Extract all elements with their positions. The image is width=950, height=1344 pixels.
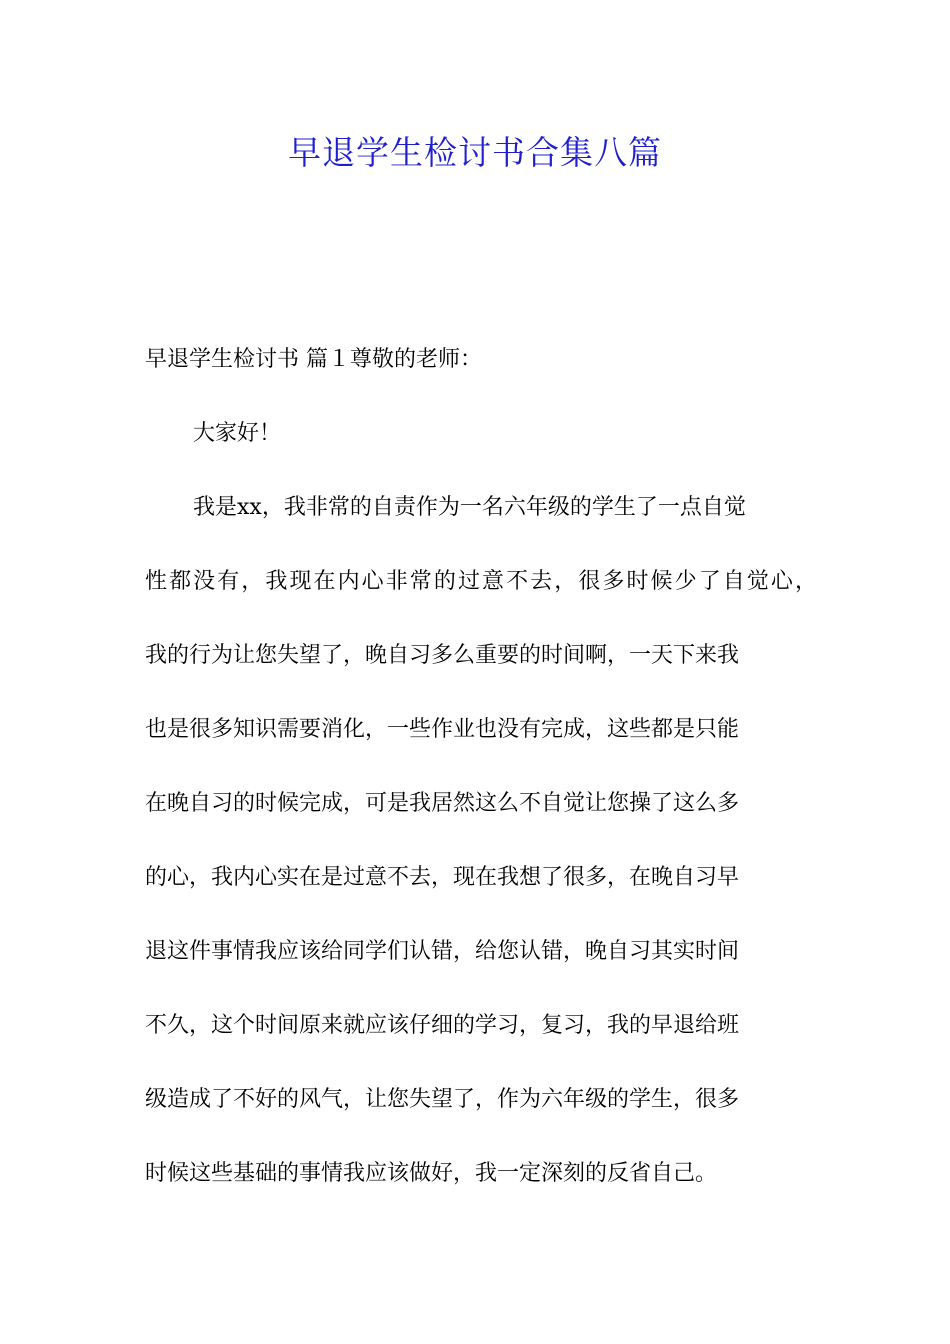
paragraph-line: 我是xx，我非常的自责作为一名六年级的学生了一点自觉 xyxy=(193,495,746,520)
paragraph-line: 时候这些基础的事情我应该做好，我一定深刻的反省自己。 xyxy=(145,1161,718,1186)
greeting-line: 大家好！ xyxy=(193,421,282,446)
paragraph-line: 的心，我内心实在是过意不去，现在我想了很多，在晚自习早 xyxy=(145,865,740,890)
heading-line: 早退学生检讨书 篇１尊敬的老师： xyxy=(145,347,482,372)
paragraph-line: 退这件事情我应该给同学们认错，给您认错，晚自习其实时间 xyxy=(145,939,740,964)
paragraph-line: 性都没有，我现在内心非常的过意不去，很多时候少了自觉心， xyxy=(145,569,817,594)
document-body xyxy=(145,340,825,1228)
paragraph-line: 也是很多知识需要消化，一些作业也没有完成，这些都是只能 xyxy=(145,717,740,742)
paragraph-line: 我的行为让您失望了，晚自习多么重要的时间啊，一天下来我 xyxy=(145,643,740,668)
paragraph-line: 在晚自习的时候完成，可是我居然这么不自觉让您操了这么多 xyxy=(145,791,740,816)
paragraph-line: 级造成了不好的风气，让您失望了，作为六年级的学生，很多 xyxy=(145,1087,740,1112)
paragraph-line: 不久，这个时间原来就应该仔细的学习，复习，我的早退给班 xyxy=(145,1013,740,1038)
document-title: 早退学生检讨书合集八篇 xyxy=(288,133,662,172)
